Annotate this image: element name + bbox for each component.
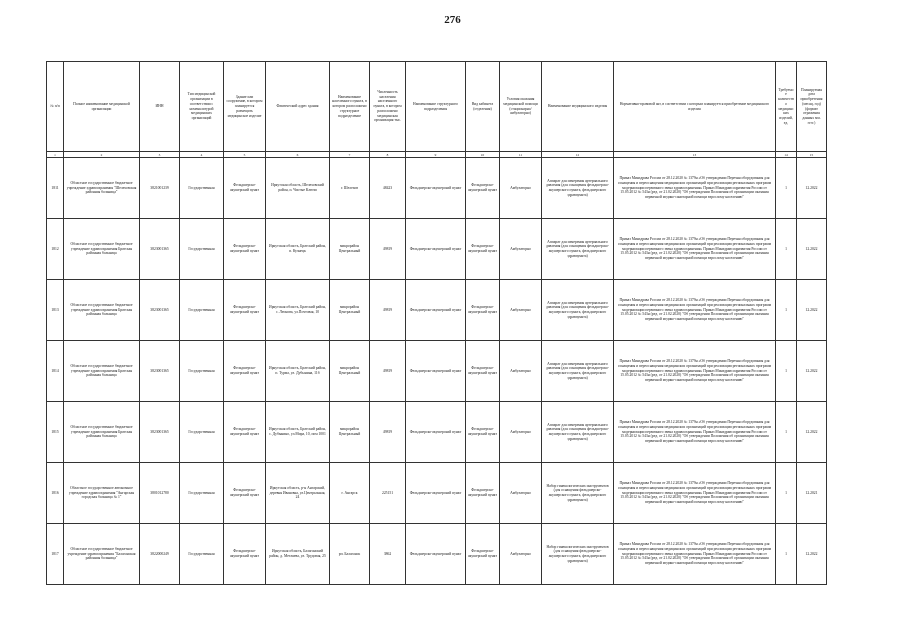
legal-act: Приказ Минздрава России от 28.12.2020 № 1379н «Об утверждении Перечня оборудования для оснащения и переоснащения медицинских организаций при реализации региональных программ модернизации первичного звена здравоохранения» Приказ Минздравсоцразвития России от 15.05.2012 № 543н (ред. от 21.02.2020) "Об утверждении Положения об организации оказания первичной медико-санитарной помощи взрослому населению" (614, 463, 776, 524)
row-number: 1816 (47, 463, 64, 524)
address: Иркутская область, Братский район, п. Кузнецк (266, 219, 330, 280)
header-cell: Наименование медицинского изделия (542, 62, 614, 152)
conditions: Амбулаторно (500, 463, 542, 524)
header-cell: Условия оказания медицинской помощи (стационарно/амбулаторно) (500, 62, 542, 152)
population: 49819 (370, 402, 406, 463)
row-number: 1814 (47, 341, 64, 402)
legal-act: Приказ Минздрава России от 28.12.2020 № 1379н «Об утверждении Перечня оборудования для оснащения и переоснащения медицинских организаций при реализации региональных программ модернизации первичного звена здравоохранения» Приказ Минздравсоцразвития России от 15.05.2012 № 543н (ред. от 21.02.2020) "Об утверждении Положения об организации оказания первичной медико-санитарной помощи взрослому населению" (614, 402, 776, 463)
conditions: Амбулаторно (500, 280, 542, 341)
unit: Фельдшерско-акушерский пункт (406, 280, 466, 341)
quantity: 1 (776, 158, 797, 219)
quantity: 1 (776, 219, 797, 280)
header-cell: Здание или сооружение, в котором планируется размещать медицинское изделие (224, 62, 266, 152)
header-cell: № п/п (47, 62, 64, 152)
inn: 3801012780 (140, 463, 180, 524)
cabinet: Фельдшерско-акушерский пункт (466, 219, 500, 280)
population: 3862 (370, 524, 406, 585)
legal-act: Приказ Минздрава России от 28.12.2020 № 1379н «Об утверждении Перечня оборудования для оснащения и переоснащения медицинских организаций при реализации региональных программ модернизации первичного звена здравоохранения» Приказ Минздравсоцразвития России от 15.05.2012 № 543н (ред. от 21.02.2020) "Об утверждении Положения об организации оказания первичной медико-санитарной помощи взрослому населению" (614, 219, 776, 280)
header-cell: Требуемое количество медицинских изделий, ед. (776, 62, 797, 152)
column-number: 2 (64, 152, 140, 158)
device: Аппарат для измерения артериального давления (для оснащения фельдшерско-акушерского пункта, фельдшерского здравпункта) (542, 219, 614, 280)
inn: 3823001365 (140, 402, 180, 463)
organization-name: Областное государственное бюджетное учреждение здравоохранения Братская районная больница (64, 219, 140, 280)
device: Аппарат для измерения артериального давления (для оснащения фельдшерско-акушерского пункта, фельдшерского здравпункта) (542, 158, 614, 219)
organization-name: Областное государственное бюджетное учреждение здравоохранения Братская районная больница (64, 402, 140, 463)
column-number: 4 (180, 152, 224, 158)
cabinet: Фельдшерско-акушерский пункт (466, 463, 500, 524)
unit: Фельдшерско-акушерский пункт (406, 524, 466, 585)
column-number: 7 (330, 152, 370, 158)
header-cell: Нормативно-правовой акт, в соответствии с которым планируется приобретение медицинского изделия (614, 62, 776, 152)
cabinet: Фельдшерско-акушерский пункт (466, 341, 500, 402)
cabinet: Фельдшерско-акушерский пункт (466, 158, 500, 219)
inn: 3823001365 (140, 280, 180, 341)
organization-name: Областное государственное бюджетное учреждение здравоохранения Братская районная больница (64, 280, 140, 341)
table-row (47, 158, 827, 219)
device: Набор гинекологических инструментов (для оснащения фельдшерско-акушерского пункта, фельдшерского здравпункта) (542, 463, 614, 524)
column-number: 8 (370, 152, 406, 158)
conditions: Амбулаторно (500, 219, 542, 280)
organization-name: Областное государственное автономное учреждение здравоохранения "Ангарская городская больница № 1" (64, 463, 140, 524)
address: Иркутская область, Братский район, с. Леонова, ул.Почтовая, 10 (266, 280, 330, 341)
settlement: микрорайон Центральный (330, 402, 370, 463)
inn: 3823001365 (140, 341, 180, 402)
building: Фельдшерско-акушерский пункт (224, 158, 266, 219)
row-number: 1812 (47, 219, 64, 280)
header-row (47, 62, 827, 152)
device: Аппарат для измерения артериального давления (для оснащения фельдшерско-акушерского пункта, фельдшерского здравпункта) (542, 280, 614, 341)
header-cell: Полное наименование медицинской организации (64, 62, 140, 152)
header-cell: Наименование населенного пункта, в котором расположено структурное подразделение (330, 62, 370, 152)
column-number: 12 (542, 152, 614, 158)
purchase-date: 12.2022 (797, 524, 827, 585)
column-number: 9 (406, 152, 466, 158)
conditions: Амбулаторно (500, 524, 542, 585)
address: Иркутская область, Шелеховский район, п. Чистые Ключи (266, 158, 330, 219)
settlement: г. Ангарск (330, 463, 370, 524)
quantity: 1 (776, 463, 797, 524)
building: Фельдшерско-акушерский пункт (224, 280, 266, 341)
inn: 3822000249 (140, 524, 180, 585)
settlement: рп. Балаганск (330, 524, 370, 585)
row-number: 1811 (47, 158, 64, 219)
purchase-date: 12.2022 (797, 219, 827, 280)
settlement: микрорайон Центральный (330, 219, 370, 280)
population: 49819 (370, 280, 406, 341)
device: Аппарат для измерения артериального давления (для оснащения фельдшерско-акушерского пункта, фельдшерского здравпункта) (542, 402, 614, 463)
header-cell: Планируемая дата приобретения (месяц, год) (формат отражения данных мм. гггг.) (797, 62, 827, 152)
purchase-date: 12.2021 (797, 463, 827, 524)
quantity: 1 (776, 280, 797, 341)
column-number: 3 (140, 152, 180, 158)
table-row (47, 341, 827, 402)
column-number: 11 (500, 152, 542, 158)
settlement: г. Шелехов (330, 158, 370, 219)
quantity: 1 (776, 402, 797, 463)
unit: Фельдшерско-акушерский пункт (406, 341, 466, 402)
column-number: 6 (266, 152, 330, 158)
header-cell: Фактический адрес здания (266, 62, 330, 152)
header-cell: Вид кабинета (отделения) (466, 62, 500, 152)
organization-type: Государственная (180, 219, 224, 280)
building: Фельдшерско-акушерский пункт (224, 402, 266, 463)
table-row (47, 219, 827, 280)
building: Фельдшерско-акушерский пункт (224, 219, 266, 280)
address: Иркутская область, Братский район, с. Дубынино, ул.Мира, 10, пом 1001 (266, 402, 330, 463)
column-number: 10 (466, 152, 500, 158)
legal-act: Приказ Минздрава России от 28.12.2020 № 1379н «Об утверждении Перечня оборудования для оснащения и переоснащения медицинских организаций при реализации региональных программ модернизации первичного звена здравоохранения» Приказ Минздравсоцразвития России от 15.05.2012 № 543н (ред. от 21.02.2020) "Об утверждении Положения об организации оказания первичной медико-санитарной помощи взрослому населению" (614, 280, 776, 341)
organization-name: Областное государственное бюджетное учреждение здравоохранения "Шелеховская районная больница" (64, 158, 140, 219)
column-number: 5 (224, 152, 266, 158)
page-number: 276 (444, 14, 461, 26)
unit: Фельдшерско-акушерский пункт (406, 219, 466, 280)
conditions: Амбулаторно (500, 158, 542, 219)
equipment-table (46, 61, 827, 585)
unit: Фельдшерско-акушерский пункт (406, 158, 466, 219)
building: Фельдшерско-акушерский пункт (224, 341, 266, 402)
quantity: 1 (776, 524, 797, 585)
population: 48423 (370, 158, 406, 219)
building: Фельдшерско-акушерский пункт (224, 524, 266, 585)
purchase-date: 12.2022 (797, 402, 827, 463)
organization-type: Государственная (180, 341, 224, 402)
organization-type: Государственная (180, 402, 224, 463)
column-number: 1 (47, 152, 64, 158)
device: Набор гинекологических инструментов (для оснащения фельдшерско-акушерского пункта, фельдшерского здравпункта) (542, 524, 614, 585)
legal-act: Приказ Минздрава России от 28.12.2020 № 1379н «Об утверждении Перечня оборудования для оснащения и переоснащения медицинских организаций при реализации региональных программ модернизации первичного звена здравоохранения» Приказ Минздравсоцразвития России от 15.05.2012 № 543н (ред. от 21.02.2020) "Об утверждении Положения об организации оказания первичной медико-санитарной помощи взрослому населению" (614, 341, 776, 402)
conditions: Амбулаторно (500, 402, 542, 463)
cabinet: Фельдшерско-акушерский пункт (466, 280, 500, 341)
device: Аппарат для измерения артериального давления (для оснащения фельдшерско-акушерского пункта, фельдшерского здравпункта) (542, 341, 614, 402)
inn: 3823001365 (140, 219, 180, 280)
organization-type: Государственная (180, 158, 224, 219)
header-cell: Численность населения населенного пункта, в котором расположено медицинская организация тыс. (370, 62, 406, 152)
address: Иркутская область, Братский район, п. Турма, ул. Дубынина, 11б (266, 341, 330, 402)
organization-type: Государственная (180, 280, 224, 341)
organization-type: Государственная (180, 463, 224, 524)
settlement: микрорайон Центральный (330, 280, 370, 341)
cabinet: Фельдшерско-акушерский пункт (466, 402, 500, 463)
table-row (47, 402, 827, 463)
row-number: 1813 (47, 280, 64, 341)
population: 225151 (370, 463, 406, 524)
unit: Фельдшерско-акушерский пункт (406, 402, 466, 463)
quantity: 1 (776, 341, 797, 402)
row-number: 1817 (47, 524, 64, 585)
conditions: Амбулаторно (500, 341, 542, 402)
column-number: 15 (797, 152, 827, 158)
address: Иркутская область, р-н Ангарский, деревня Ивановка, ул.Центральная, 24 (266, 463, 330, 524)
header-cell: Наименование структурного подразделения (406, 62, 466, 152)
address: Иркутская область, Балаганский район, д. Метляева, ул. Трудовая, 25 (266, 524, 330, 585)
column-number: 13 (614, 152, 776, 158)
legal-act: Приказ Минздрава России от 28.12.2020 № 1379н «Об утверждении Перечня оборудования для оснащения и переоснащения медицинских организаций при реализации региональных программ модернизации первичного звена здравоохранения» Приказ Минздравсоцразвития России от 15.05.2012 № 543н (ред. от 21.02.2020) "Об утверждении Положения об организации оказания первичной медико-санитарной помощи взрослому населению" (614, 524, 776, 585)
legal-act: Приказ Минздрава России от 28.12.2020 № 1379н «Об утверждении Перечня оборудования для оснащения и переоснащения медицинских организаций при реализации региональных программ модернизации первичного звена здравоохранения» Приказ Минздравсоцразвития России от 15.05.2012 № 543н (ред. от 21.02.2020) "Об утверждении Положения об организации оказания первичной медико-санитарной помощи взрослому населению" (614, 158, 776, 219)
organization-type: Государственная (180, 524, 224, 585)
population: 49819 (370, 219, 406, 280)
row-number: 1815 (47, 402, 64, 463)
table-row (47, 463, 827, 524)
purchase-date: 12.2022 (797, 341, 827, 402)
organization-name: Областное государственное бюджетное учреждение здравоохранения "Балаганская районная больница" (64, 524, 140, 585)
header-cell: Тип медицинской организации в соответствии с номенклатурой медицинских организаций (180, 62, 224, 152)
column-number: 14 (776, 152, 797, 158)
settlement: микрорайон Центральный (330, 341, 370, 402)
unit: Фельдшерско-акушерский пункт (406, 463, 466, 524)
table-row (47, 280, 827, 341)
inn: 3821001239 (140, 158, 180, 219)
table-row (47, 524, 827, 585)
population: 49819 (370, 341, 406, 402)
header-cell: ИНН (140, 62, 180, 152)
organization-name: Областное государственное бюджетное учреждение здравоохранения Братская районная больница (64, 341, 140, 402)
building: Фельдшерско-акушерский пункт (224, 463, 266, 524)
purchase-date: 12.2022 (797, 158, 827, 219)
cabinet: Фельдшерско-акушерский пункт (466, 524, 500, 585)
purchase-date: 12.2022 (797, 280, 827, 341)
